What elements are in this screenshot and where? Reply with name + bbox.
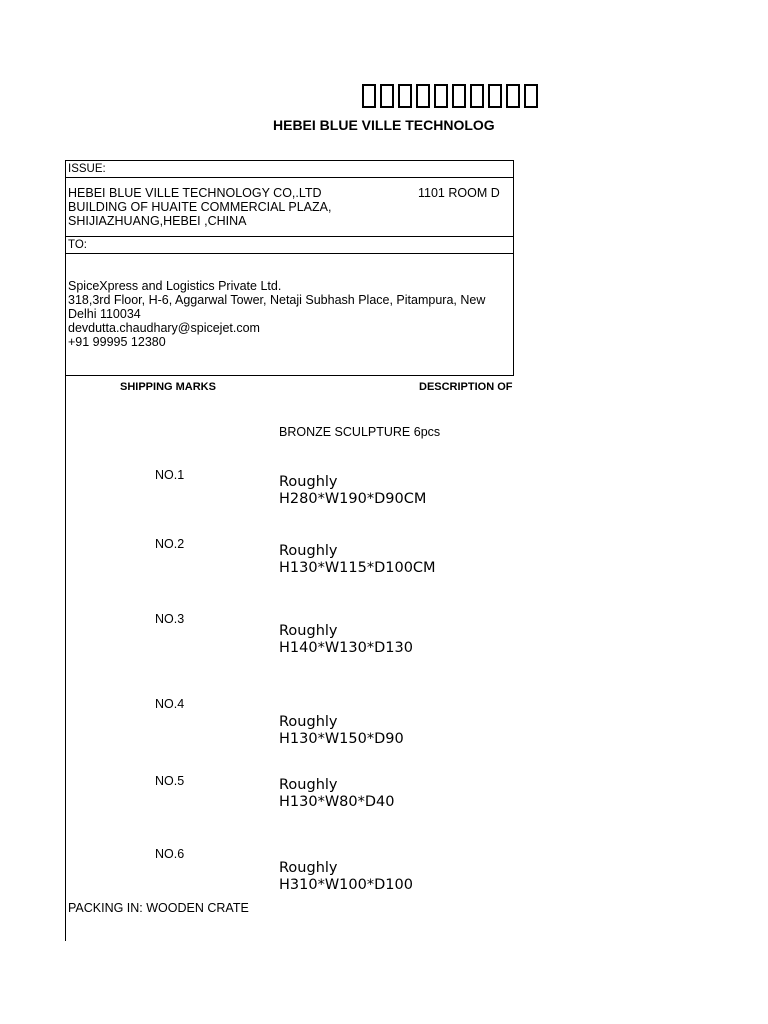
left-border xyxy=(65,376,66,941)
consignee-phone: +91 99995 12380 xyxy=(68,335,166,349)
divider xyxy=(66,253,513,254)
packing-note: PACKING IN: WOODEN CRATE xyxy=(68,901,249,915)
item-description xyxy=(279,714,404,748)
description-dimensions: H280*W190*D90CM xyxy=(279,491,427,507)
product-name: BRONZE SCULPTURE 6pcs xyxy=(279,425,441,439)
issue-label: ISSUE: xyxy=(68,163,106,175)
description-dimensions: H130*W150*D90 xyxy=(279,731,404,747)
shipping-mark: NO.6 xyxy=(155,847,185,861)
consignee-address-city: Delhi 110034 xyxy=(68,307,141,321)
title-glyph xyxy=(398,84,412,108)
issuer-city: SHIJIAZHUANG,HEBEI ,CHINA xyxy=(68,214,247,228)
consignee-email: devdutta.chaudhary@spicejet.com xyxy=(68,321,260,335)
consignee-address-line: 318,3rd Floor, H-6, Aggarwal Tower, Netaji Subhash Place, Pitampura, New xyxy=(68,293,486,307)
shipping-mark: NO.5 xyxy=(155,774,185,788)
address-box xyxy=(65,160,514,376)
item-description xyxy=(279,474,426,508)
description-line: Roughly xyxy=(279,714,338,730)
item-description xyxy=(279,777,394,811)
issuer-address-line: BUILDING OF HUAITE COMMERCIAL PLAZA, xyxy=(68,200,332,214)
description-line: Roughly xyxy=(279,543,338,559)
issuer-name: HEBEI BLUE VILLE TECHNOLOGY CO,.LTD xyxy=(68,186,322,200)
title-glyph xyxy=(434,84,448,108)
description-dimensions: H310*W100*D100 xyxy=(279,877,413,893)
description-dimensions: H130*W80*D40 xyxy=(279,794,395,810)
shipping-mark: NO.2 xyxy=(155,537,185,551)
shipping-mark: NO.1 xyxy=(155,468,185,482)
shipping-mark: NO.4 xyxy=(155,697,185,711)
title-glyph xyxy=(488,84,502,108)
title-glyph xyxy=(524,84,538,108)
description-line: Roughly xyxy=(279,474,338,490)
item-description xyxy=(279,623,413,657)
company-title: HEBEI BLUE VILLE TECHNOLOG xyxy=(273,117,495,133)
item-description xyxy=(279,860,413,894)
title-glyph xyxy=(506,84,520,108)
issuer-room: 1101 ROOM D xyxy=(418,186,500,200)
document-title xyxy=(362,84,538,108)
shipping-marks-header: SHIPPING MARKS xyxy=(120,381,216,393)
description-line: Roughly xyxy=(279,860,338,876)
title-glyph xyxy=(380,84,394,108)
item-description xyxy=(279,543,436,577)
description-dimensions: H140*W130*D130 xyxy=(279,640,413,656)
title-glyph xyxy=(470,84,484,108)
description-header: DESCRIPTION OF xyxy=(419,381,513,393)
title-glyph xyxy=(416,84,430,108)
title-glyph xyxy=(452,84,466,108)
divider xyxy=(66,177,513,178)
description-line: Roughly xyxy=(279,777,338,793)
to-label: TO: xyxy=(68,239,87,251)
consignee-name: SpiceXpress and Logistics Private Ltd. xyxy=(68,279,282,293)
title-glyph xyxy=(362,84,376,108)
shipping-mark: NO.3 xyxy=(155,612,185,626)
divider xyxy=(66,236,513,237)
description-dimensions: H130*W115*D100CM xyxy=(279,560,436,576)
description-line: Roughly xyxy=(279,623,338,639)
